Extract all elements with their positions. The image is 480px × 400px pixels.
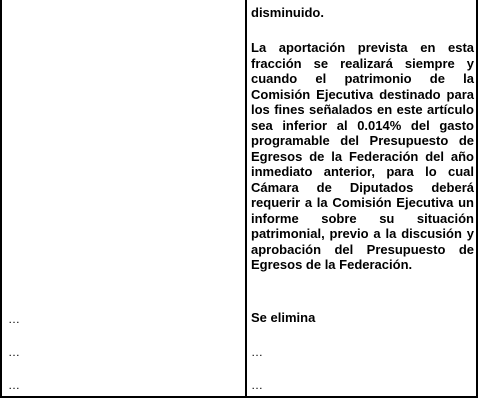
right-ellipsis-2: … bbox=[251, 378, 263, 392]
column-divider bbox=[245, 0, 247, 398]
right-ellipsis-1: … bbox=[251, 345, 263, 359]
deleted-note: Se elimina bbox=[251, 310, 316, 325]
contribution-paragraph: La aportación prevista en esta fracción se realizará siempre y cuando el patrimonio de la Comisión Ejecutiva destinado para los fines señalados en este artículo sea inferior al 0.014% del gasto programable del Presupuesto de Egresos de la Federación del año inmediato anterior, para lo cual Cámara de Diputados deberá requerir a la Comisión Ejecutiva un informe sobre su situación patrimonial, previo a la discusión y aprobación del Presupuesto de Egresos de la Federación. bbox=[251, 40, 474, 272]
top-fragment-text: disminuido. bbox=[251, 5, 324, 20]
left-ellipsis-2: … bbox=[8, 345, 20, 359]
left-ellipsis-3: … bbox=[8, 378, 20, 392]
left-ellipsis-1: … bbox=[8, 312, 20, 326]
